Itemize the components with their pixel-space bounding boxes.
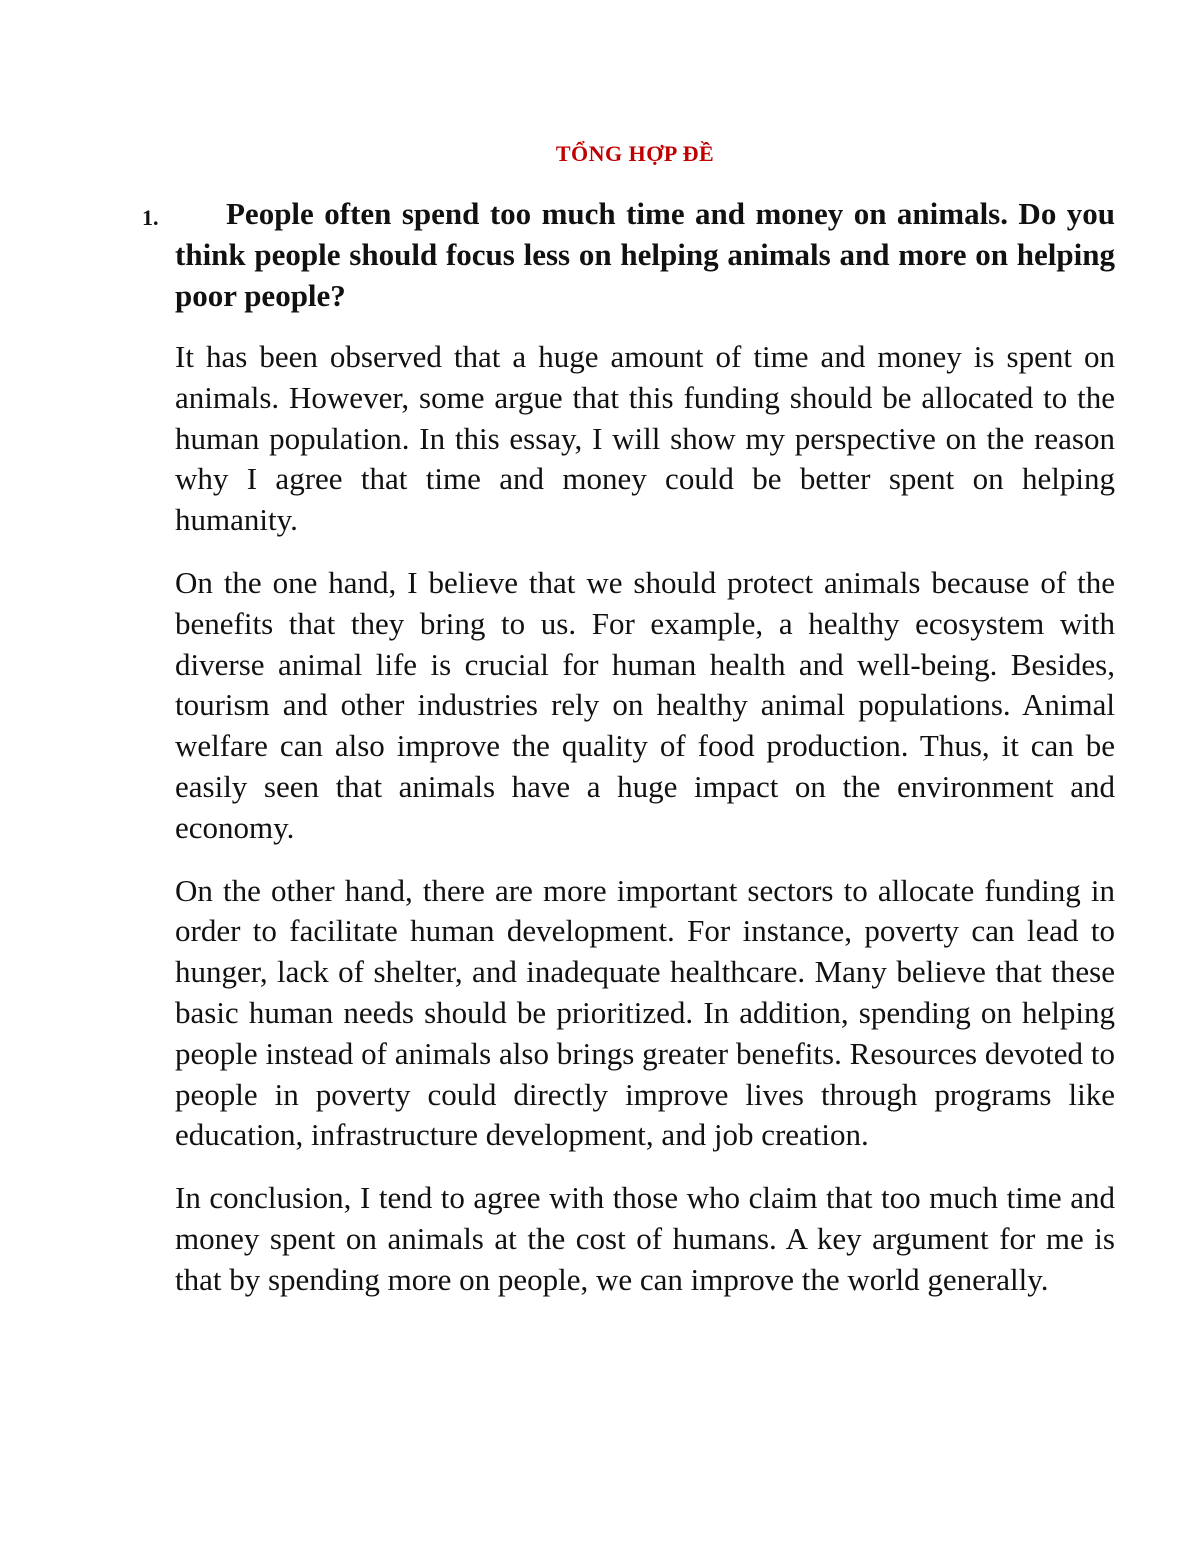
question-text: People often spend too much time and money on animals. Do you think people should focus less on helping animals and more on helping poor people? — [175, 196, 1115, 313]
document-title: TỔNG HỢP ĐỀ — [555, 141, 715, 166]
essay-paragraph-body-2: On the other hand, there are more important sectors to allocate funding in order to facilitate human development. For instance, poverty can lead to hunger, lack of shelter, and inadequate healthcare. Many believe that these basic human needs should be prioritized. In addition, spending on helping people instead of animals also brings greater benefits. Resources devoted to people in poverty could directly improve lives through programs like education, infrastructure development, and job creation. — [175, 872, 1115, 1153]
question-number: 1. — [142, 205, 159, 230]
essay-paragraph-conclusion: In conclusion, I tend to agree with those who claim that too much time and money spent on animals at the cost of humans. A key argument for me is that by spending more on people, we can improve the world generally. — [175, 1180, 1115, 1297]
essay-paragraph-introduction: It has been observed that a huge amount of time and money is spent on animals. However, some argue that this funding should be allocated to the human population. In this essay, I will show my perspective on the reason why I agree that time and money could be better spent on helping humanity. — [175, 339, 1115, 538]
question-block — [142, 193, 1115, 316]
essay-paragraph-body-1: On the one hand, I believe that we should protect animals because of the benefits that they bring to us. For example, a healthy ecosystem with diverse animal life is crucial for human health and well-being. Besides, tourism and other industries rely on healthy animal populations. Animal welfare can also improve the quality of food production. Thus, it can be easily seen that animals have a huge impact on the environment and economy. — [175, 564, 1115, 845]
essay-body — [175, 337, 1115, 1323]
